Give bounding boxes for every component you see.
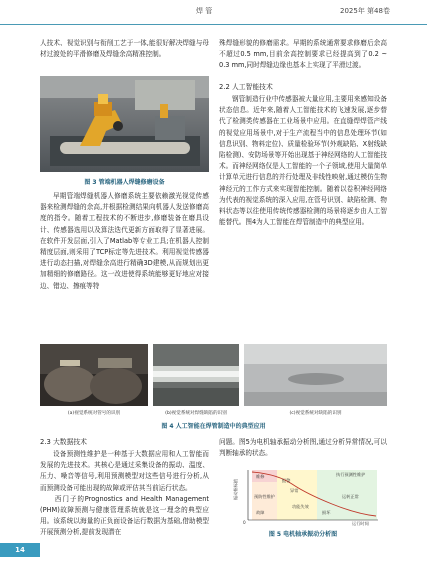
header-divider	[0, 24, 427, 25]
fig3-welding-robot-photo	[40, 76, 209, 172]
fig5-caption: 图 5 电机轴承振动分析图	[268, 531, 338, 538]
right-intro-paragraph: 殊焊缝形貌的修磨需求。早期的系统通常要求修磨后余高不超过0.5 mm,目前余高控制要求已经提高到了0.2 ~ 0.3 mm,同时焊缝边缘也基本上实现了平滑过渡。	[219, 39, 387, 70]
label-abnormal: 异常	[290, 488, 299, 493]
fig4-caption: 图 4 人工智能在焊管制造中的典型应用	[161, 423, 266, 430]
fig4b-subcaption: (b)视觉系统对焊缝缺陷的识别	[165, 411, 227, 416]
journal-title: 焊 管	[196, 7, 213, 15]
fig3-caption: 图 3 管端机器人焊缝修磨设备	[84, 179, 165, 186]
label-preventive: 预防性维护	[254, 494, 275, 499]
bottom-left-paragraph: 设备预测性维护是一种基于大数据应用和人工智能而发展的先进技术。其核心是通过采集设备的振动、温度、压力、噪音等信号,利用预测模型对这些信号进行分析,从而预测设备可能出现的故障或评估其当前运行状态。 西门子的Prognostics and Health Management (PHM)故障预测与健康管理系统就是这一理念的典型应用。该系统以海量的正负面设备运行数据为基础,借助模型开展预测分析,提前发现潜在	[40, 450, 209, 537]
right-body-paragraph: 钢管制造行业中传感器被大量应用,主要用来感知设备状态信息。近年来,随着人工智能技术的飞速发展,逐步替代了检测类传感器在工业场景中应用。在直缝焊焊管产线的视觉应用场景中,对于生产流程当中的信息处理环节(如信息识别、物料定位)、质量检验环节(外观缺陷、X射线缺陷检测)、安防场景等开始出现基于神经网络的人工智能技术。而神经网络仅是人工智能的一个子领域,使用大量简单计算单元进行信息的并行处理及非线性映射,通过模仿生物神经元的工作方式来实现智能控制。随着以卷积神经网络为代表的视觉系统的深入应用,在管号识别、缺陷检测、物料状态等以往使用传统传感器检测的场景将逐步由人工智能替代。图4为人工智能在焊管制造中的典型应用。	[219, 95, 387, 227]
left-intro-paragraph: 人技术、视觉识别与衔削工艺于一体,能很好解决焊缝与母材过渡处的平滑修磨及焊缝余高精准控制。	[40, 39, 209, 59]
left-body-paragraph: 早期管端焊缝机器人修磨系统主要依赖激光视觉传感器来检测焊缝的余高,并根据检测结果向机器人发送修磨高度的指令。随着工程技术的不断进步,修磨装备在磨具设计、传感器选用以及算法迭代更新方面取得了显著进展。在软件开发层面,引入了Matlab等专业工具;在机器人控制精度层面,则采用了TCP标定等先进技术。利用视觉传感器进行动态扫描,对焊缝余高进行精确3D建模,从而规划出更加精细的修磨路径。这一改进使得系统能够更好地应对接边、错边、擦痕等特	[40, 192, 209, 290]
journal-volume: 2025年 第48卷	[340, 7, 390, 15]
fig4a-pipe-number-image	[40, 344, 148, 406]
bearing-vibration-chart	[232, 468, 382, 526]
defect-surface-scene	[244, 344, 387, 406]
bottom-right-paragraph: 问题。图5为电机轴承振动分析图,通过分析异常情况,可以判断轴承的状态。	[219, 438, 387, 458]
label-predictive-maintenance: 执行预测性维护	[336, 472, 366, 477]
pipe-number-scene	[40, 344, 148, 406]
origin-label: 0	[243, 520, 246, 525]
welding-robot-illustration	[40, 76, 209, 172]
page-number: 14	[0, 543, 40, 557]
fig4c-defect-image	[244, 344, 387, 406]
y-axis-label: 振动指标值	[233, 479, 238, 500]
label-damage: 损坏	[322, 510, 331, 515]
weld-seam-scene	[153, 344, 239, 406]
fig4c-subcaption: (c)视觉系统对缺陷的识别	[289, 411, 342, 416]
label-normal-operation: 运转正常	[342, 494, 359, 499]
fig4a-subcaption: (a)视觉系统对管号的识别	[67, 411, 121, 416]
section-2-3-heading: 2.3 大数据技术	[40, 438, 87, 446]
fig5-vibration-diagram	[232, 468, 382, 526]
label-alarm: 报警	[282, 478, 291, 483]
label-repair: 维修	[256, 474, 265, 479]
fig4b-weld-defect-image	[153, 344, 239, 406]
section-2-2-heading: 2.2 人工智能技术	[219, 83, 273, 91]
x-axis-label: 运行时间	[352, 521, 369, 526]
label-fault: 故障	[256, 510, 265, 515]
label-function-failure: 功能失效	[292, 504, 309, 509]
